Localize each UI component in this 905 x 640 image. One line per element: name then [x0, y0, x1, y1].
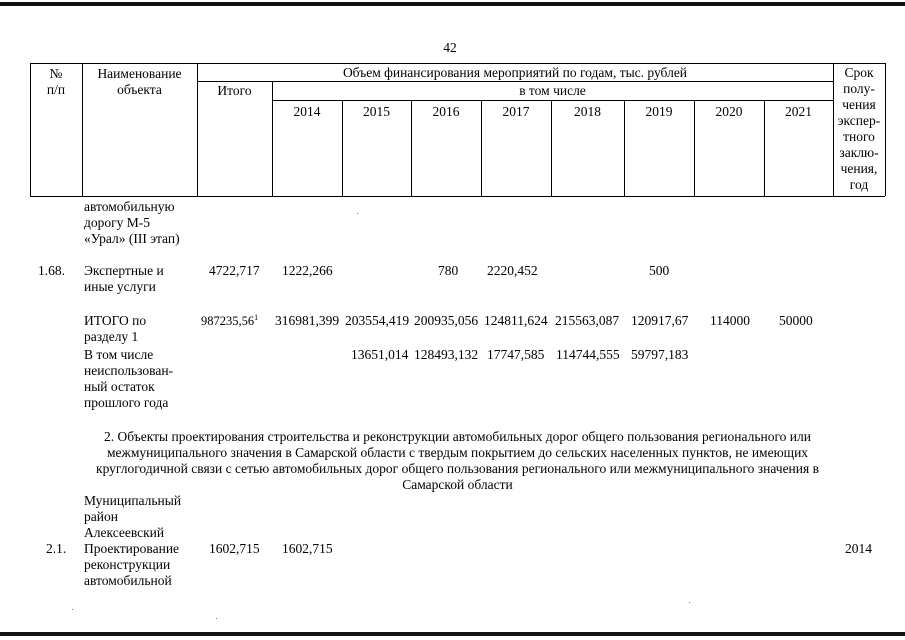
page-number: 42 [443, 40, 457, 55]
incl-2019: 59797,183 [631, 347, 689, 362]
header-deadline-line7: чения, [840, 161, 878, 176]
itogo-2016: 200935,056 [414, 313, 479, 328]
scan-speck [689, 602, 690, 603]
header-deadline-line2: полу- [843, 81, 875, 96]
header-year-2020: 2020 [715, 104, 743, 119]
itogo-total [201, 313, 258, 329]
itogo-name-line1: ИТОГО по [84, 313, 147, 328]
header-year-2015: 2015 [363, 104, 390, 119]
header-volume-title: Объем финансирования мероприятий по годам, тыс. рублей [342, 65, 688, 80]
header-name-line1: Наименование [97, 66, 182, 81]
incl-name-line3: ный остаток [84, 379, 155, 394]
itogo-2018: 215563,087 [555, 313, 620, 328]
incl-name-line4: прошлого года [84, 395, 169, 410]
incl-name-line1: В том числе [84, 347, 154, 362]
scan-speck [357, 213, 358, 214]
header-total: Итого [217, 83, 252, 98]
header-name-line2: объекта [117, 82, 162, 97]
district-line1: Муниципальный [84, 493, 182, 508]
row21-name-line1: Проектирование [84, 541, 180, 556]
incl-name-line2: неиспользован- [84, 363, 174, 378]
row21-deadline: 2014 [845, 541, 872, 556]
incl-2017: 17747,585 [487, 347, 545, 362]
itogo-2019: 120917,67 [631, 313, 689, 328]
scan-top-edge [0, 2, 905, 6]
itogo-2015: 203554,419 [345, 313, 410, 328]
row21-total: 1602,715 [209, 541, 260, 556]
header-deadline-line8: год [849, 177, 869, 192]
header-deadline-line4: экспер- [837, 113, 881, 128]
row21-2014: 1602,715 [282, 541, 333, 556]
section2-heading-line2: межмуниципального значения в Самарской области с твердым покрытием до сельских населенных пунктов, не имеющих [106, 445, 809, 460]
incl-2018: 114744,555 [556, 347, 620, 362]
row21-name-line2: реконструкции [84, 557, 171, 572]
header-num-line1: № [49, 66, 63, 81]
itogo-2020: 114000 [710, 313, 750, 328]
scan-bottom-edge [0, 632, 905, 636]
header-deadline-line1: Срок [844, 65, 874, 80]
itogo-2014: 316981,399 [275, 313, 340, 328]
scan-speck [72, 609, 73, 610]
row168-total: 4722,717 [209, 263, 260, 278]
itogo-name-line2: разделу 1 [84, 329, 139, 344]
incl-2016: 128493,132 [414, 347, 479, 362]
cont-name-line1: автомобильную [84, 199, 175, 214]
district-line2: район [84, 509, 118, 524]
itogo-total-value: 987235,56 [201, 314, 255, 328]
itogo-2017: 124811,624 [484, 313, 548, 328]
header-deadline-line3: чения [842, 97, 876, 112]
header-year-2018: 2018 [574, 104, 601, 119]
row168-name-line2: иные услуги [84, 279, 156, 294]
row168-2014: 1222,266 [282, 263, 333, 278]
incl-2015: 13651,014 [351, 347, 409, 362]
header-year-2016: 2016 [432, 104, 460, 119]
header-year-2017: 2017 [502, 104, 530, 119]
scan-speck [216, 618, 217, 619]
header-num-line2: п/п [46, 82, 66, 97]
itogo-2021: 50000 [779, 313, 813, 328]
itogo-total-footnote: 1 [254, 313, 259, 322]
row168-2016: 780 [438, 263, 459, 278]
row21-num: 2.1. [46, 541, 67, 556]
header-deadline-line5: тного [843, 129, 875, 144]
header-year-2021: 2021 [785, 104, 812, 119]
section2-heading-line3: круглогодичной связи с сетью автомобильных дорог общего пользования регионального или межмуниципального значения в [96, 461, 819, 476]
cont-name-line2: дорогу М-5 [84, 215, 151, 230]
row168-num: 1.68. [38, 263, 65, 278]
header-year-2014: 2014 [293, 104, 321, 119]
district-line3: Алексеевский [84, 525, 165, 540]
header-year-2019: 2019 [645, 104, 673, 119]
row168-name-line1: Экспертные и [84, 263, 164, 278]
header-including: в том числе [519, 83, 586, 98]
section2-heading-line4: Самарской области [402, 477, 513, 492]
row168-2019: 500 [649, 263, 670, 278]
header-deadline-line6: заклю- [839, 145, 879, 160]
section2-heading-line1: 2. Объекты проектирования строительства и реконструкции автомобильных дорог общего пользования регионального или [104, 429, 811, 444]
row168-2017: 2220,452 [487, 263, 538, 278]
row21-name-line3: автомобильной [84, 573, 172, 588]
cont-name-line3: «Урал» (III этап) [84, 231, 180, 246]
